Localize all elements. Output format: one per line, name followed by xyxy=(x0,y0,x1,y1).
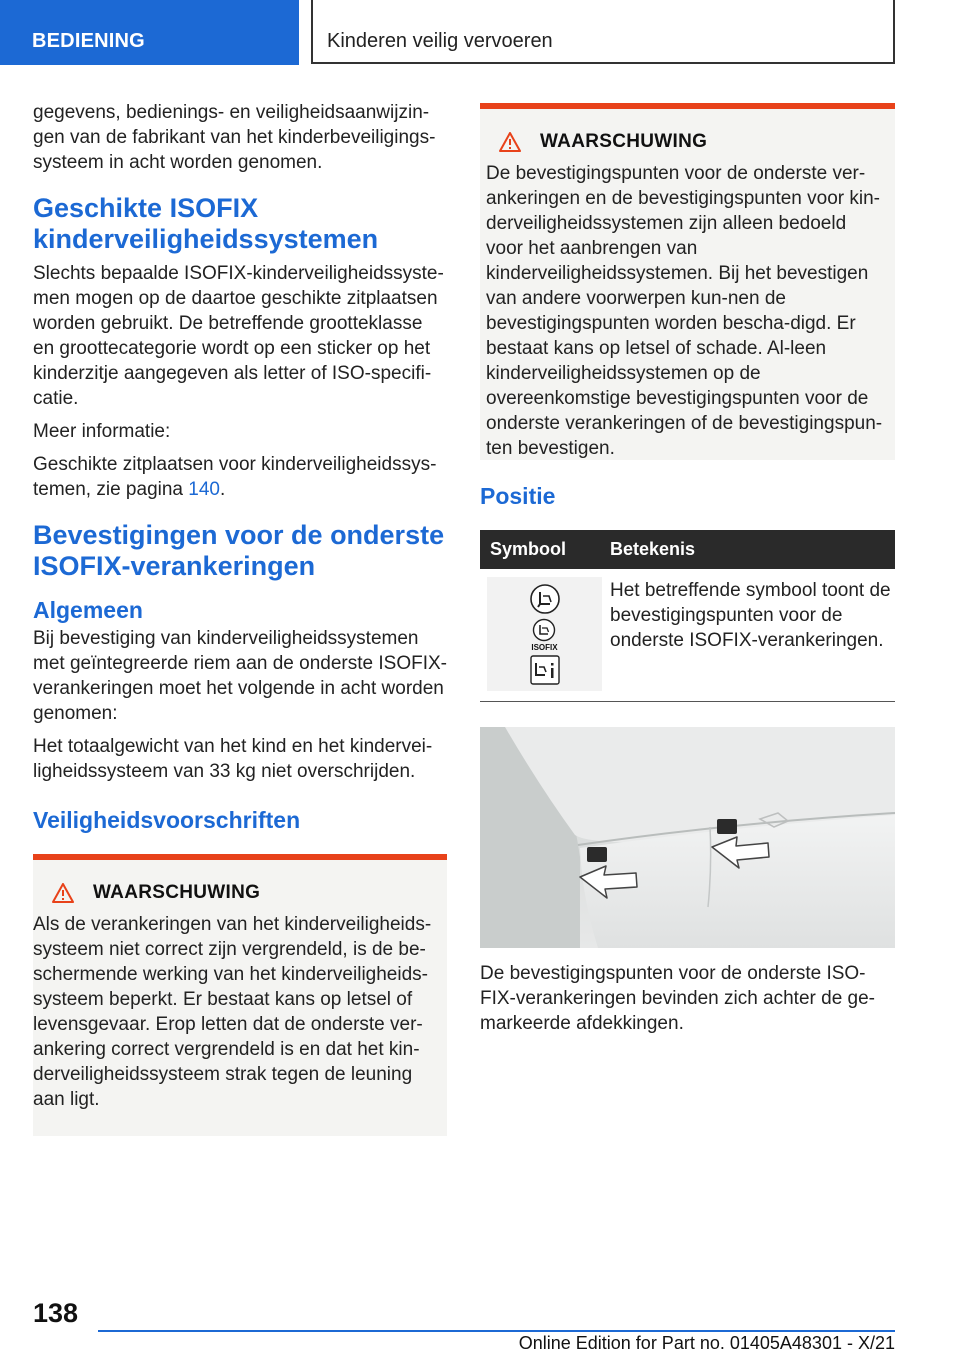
photo-caption: De bevestigingspunten voor de onderste ISO-FIX-verankeringen bevinden zich achter de ge-markeerde afdekkingen. xyxy=(480,963,876,1034)
left-column xyxy=(33,100,447,1136)
child-seat-small-icon xyxy=(532,618,556,642)
warning-header xyxy=(480,131,885,153)
heading-safety-rules: Veiligheidsvoorschriften xyxy=(33,807,301,833)
chapter-tab[interactable]: BEDIENING xyxy=(0,0,299,65)
symbol-table xyxy=(480,530,895,691)
table-header-betekenis: Betekenis xyxy=(610,530,895,569)
reference-paragraph xyxy=(33,452,447,502)
heading-positie: Positie xyxy=(480,483,556,509)
page-link[interactable]: 140 xyxy=(188,479,220,500)
warning-triangle-icon xyxy=(33,883,93,903)
more-info-label: Meer informatie: xyxy=(33,421,171,442)
warning-box xyxy=(33,854,447,1136)
warning-text: De bevestigingspunten voor de onderste ver-ankeringen en de bevestigingspunten voor kin-derveiligheidssystemen zijn alleen bedoeld voor het aanbrengen van kinderveiligheidssystemen. Bij het bevestigen van andere voorwerpen kun-nen de bevestigingspunten worden bescha-digd. Er bestaat kans op letsel of schade. Al-leen kinderveiligheidssystemen op de overeenkomstige bevestigingspunten voor de onderste verankeringen of de bevestigingspun-ten bevestigen. xyxy=(486,163,883,459)
heading-algemeen: Algemeen xyxy=(33,597,143,623)
page-header-title: Kinderen veilig vervoeren xyxy=(311,0,895,64)
table-header-row xyxy=(480,530,895,569)
child-seat-circle-icon xyxy=(529,583,561,615)
warning-title: WAARSCHUWING xyxy=(540,131,708,152)
isofix-label: ISOFIX xyxy=(531,643,558,652)
warning-title: WAARSCHUWING xyxy=(93,882,261,903)
reference-text: Geschikte zitplaatsen voor kinderveiligheidssys-temen, zie pagina xyxy=(33,454,437,500)
table-bottom-rule xyxy=(480,701,895,702)
algemeen-paragraph: Bij bevestiging van kinderveiligheidssystemen met geïntegreerde riem aan de onderste ISOFIX-verankeringen moet het volgende in acht worden genomen: xyxy=(33,628,447,724)
heading-lower-anchors: Bevestigingen voor de onderste ISOFIX-verankeringen xyxy=(33,520,445,581)
table-row xyxy=(480,569,895,691)
isofix-symbol-group xyxy=(487,577,602,691)
warning-triangle-icon xyxy=(480,132,540,152)
right-column xyxy=(480,103,895,1036)
warning-box xyxy=(480,103,895,460)
symbol-meaning: Het betreffende symbool toont de bevestigingspunten voor de onderste ISOFIX-verankeringen. xyxy=(610,580,891,651)
reference-end: . xyxy=(219,479,226,500)
heading-isofix-systems: Geschikte ISOFIX kinderveiligheidssystemen xyxy=(33,193,379,254)
warning-header xyxy=(33,882,437,904)
intro-paragraph: gegevens, bedienings- en veiligheidsaanwijzin-gen van de fabrikant van het kinderbeveiligings-systeem in acht worden genomen. xyxy=(33,102,436,173)
page-number: 138 xyxy=(33,1298,79,1328)
warning-text: Als de verankeringen van het kinderveiligheids-systeem niet correct zijn vergrendeld, is de be-schermende werking van het kinderveiligheids-systeem beperkt. Er bestaat kans op letsel of levensgevaar. Erop letten dat de onderste ver-ankering correct vergrendeld is en dat het kin-derveiligheidssysteem strak tegen de leuning aan ligt. xyxy=(33,914,432,1110)
isofix-paragraph: Slechts bepaalde ISOFIX-kinderveiligheidssyste-men mogen op de daartoe geschikte zitplaatsen worden gebruikt. De betreffende grootteklasse en groottecategorie wordt op een sticker op het kinderzitje aangegeven als letter of ISO-specifi-catie. xyxy=(33,263,444,409)
weight-paragraph: Het totaalgewicht van het kind en het kindervei-ligheidssysteem van 33 kg niet overschrijden. xyxy=(33,736,433,782)
table-header-symbool: Symbool xyxy=(480,530,610,569)
footer-rule xyxy=(98,1330,895,1332)
isofix-badge xyxy=(531,618,557,652)
footer-edition: Online Edition for Part no. 01405A48301 - X/21 xyxy=(518,1333,895,1353)
child-seat-info-icon xyxy=(530,655,560,685)
rear-seat-isofix-illustration xyxy=(480,727,895,948)
